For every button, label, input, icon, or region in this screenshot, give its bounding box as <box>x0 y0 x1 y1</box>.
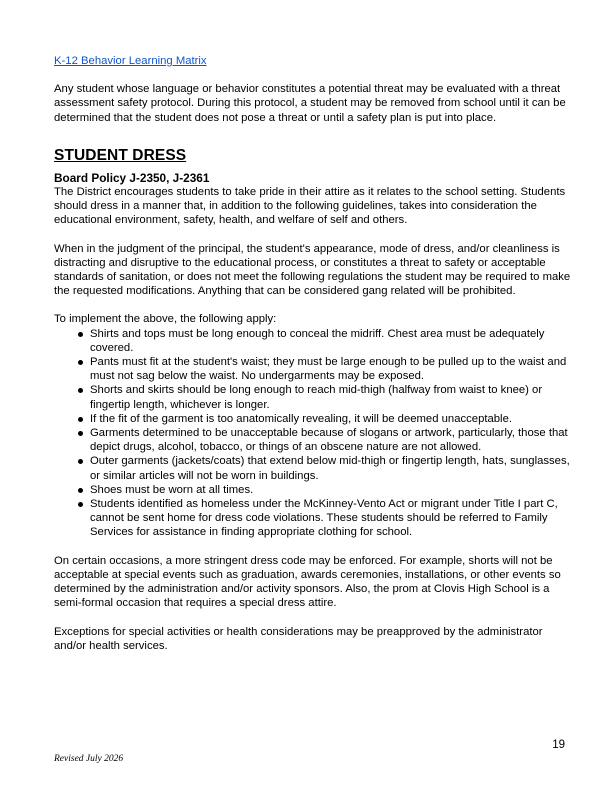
list-item: Students identified as homeless under the McKinney-Vento Act or migrant under Title I part C, cannot be sent home for dress code violations. These students should be referred to Family Services for assistance in finding appropriate clothing for school. <box>78 497 574 540</box>
special-occasions-paragraph: On certain occasions, a more stringent dress code may be enforced. For example, shorts will not be acceptable at special events such as graduation, awards ceremonies, installations, or other events so determined by the administration and/or activity sponsors. Also, the prom at Clovis High School is a semi-formal occasion that requires a special dress attire. <box>54 554 561 610</box>
list-item: Pants must fit at the student's waist; they must be large enough to be pulled up to the waist and must not sag below the waist. No undergarments may be exposed. <box>78 355 574 383</box>
list-item: Outer garments (jackets/coats) that extend below mid-thigh or fingertip length, hats, sunglasses, or similar articles will not be worn in buildings. <box>78 454 574 482</box>
revision-footer: Revised July 2026 <box>54 754 124 764</box>
spacer <box>54 228 574 242</box>
behavior-matrix-link[interactable]: K-12 Behavior Learning Matrix <box>54 55 207 67</box>
principal-judgment-paragraph: When in the judgment of the principal, the student's appearance, mode of dress, and/or cleanliness is distracting and disruptive to the educational process, or constitutes a threat to safety or acceptable standards of sanitation, or does not meet the following regulations the student may be required to make the requested modifications. Anything that can be considered gang related will be prohibited. <box>54 242 571 298</box>
list-item: Shorts and skirts should be long enough to reach mid-thigh (halfway from waist to knee) or fingertip length, whichever is longer. <box>78 383 574 411</box>
implement-lead-in: To implement the above, the following apply: <box>54 313 277 326</box>
spacer <box>54 125 574 147</box>
section-heading: STUDENT DRESS <box>54 146 187 164</box>
list-item: Garments determined to be unacceptable because of slogans or artwork, particularly, those that depict drugs, alcohol, tobacco, or things of an obscene nature are not allowed. <box>78 426 574 454</box>
spacer <box>54 298 574 312</box>
exceptions-paragraph: Exceptions for special activities or health considerations may be preapproved by the administrator and/or health services. <box>54 625 543 652</box>
page-content <box>54 54 574 653</box>
spacer <box>54 611 574 625</box>
threat-assessment-paragraph: Any student whose language or behavior constitutes a potential threat may be evaluated with a threat assessment safety protocol. During this protocol, a student may be removed from school until it can be determined that the student does not pose a threat or until a safety plan is put into place. <box>54 83 566 124</box>
intro-paragraph: The District encourages students to take pride in their attire as it relates to the school setting. Students should dress in a manner that, in addition to the following guidelines, takes into consideration the educational environment, safety, health, and welfare of self and others. <box>54 186 566 227</box>
dress-rules-list <box>54 327 574 540</box>
spacer <box>54 540 574 554</box>
board-policy-heading: Board Policy J-2350, J-2361 <box>54 170 210 185</box>
list-item: If the fit of the garment is too anatomically revealing, it will be deemed unacceptable. <box>78 412 574 426</box>
list-item: Shirts and tops must be long enough to conceal the midriff. Chest area must be adequately covered. <box>78 327 574 355</box>
page-number: 19 <box>552 739 565 751</box>
spacer <box>54 68 574 82</box>
list-item: Shoes must be worn at all times. <box>78 483 574 497</box>
